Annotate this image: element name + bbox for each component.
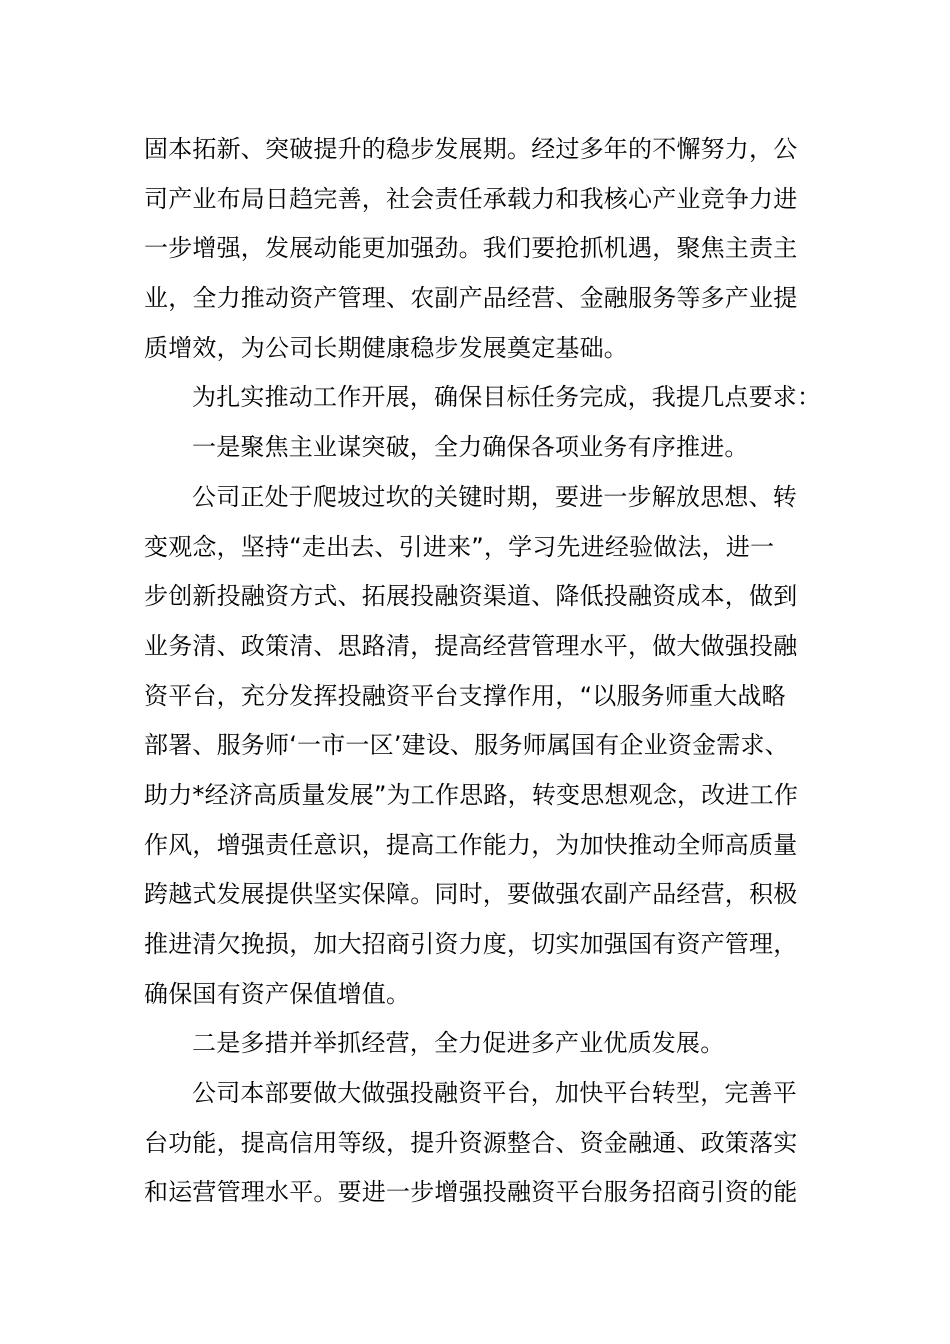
text-line: 变观念，坚持“走出去、引进来”，学习先进经验做法，进一 [144, 532, 775, 561]
text-line: 推进清欠挽损，加大招商引资力度，切实加强国有资产管理， [144, 930, 798, 958]
text-line: 公司正处于爬坡过坎的关键时期，要进一步解放思想、转 [192, 482, 797, 511]
text-line: 一是聚焦主业谋突破，全力确保各项业务有序推进。 [192, 433, 749, 462]
text-line: 台功能，提高信用等级，提升资源整合、资金融通、政策落实 [144, 1128, 798, 1157]
text-line: 为扎实推动工作开展，确保目标任务完成，我提几点要求： [192, 383, 822, 412]
text-line: 一步增强，发展动能更加强劲。我们要抢抓机遇，聚焦主责主 [144, 234, 798, 263]
text-line: 部署、服务师‘一市一区’建设、服务师属国有企业资金需求、 [144, 731, 789, 760]
text-line: 二是多措并举抓经营，全力促进多产业优质发展。 [192, 1029, 725, 1058]
text-line: 跨越式发展提供坚实保障。同时，要做强农副产品经营，积极 [144, 880, 798, 909]
text-line: 助力*经济高质量发展”为工作思路，转变思想观念，改进工作 [144, 780, 799, 809]
text-line: 资平台，充分发挥投融资平台支撑作用，“以服务师重大战略 [144, 681, 786, 710]
text-line: 司产业布局日趋完善，社会责任承载力和我核心产业竞争力进 [144, 184, 798, 213]
text-line: 固本拓新、突破提升的稳步发展期。经过多年的不懈努力，公 [144, 135, 798, 163]
text-line: 步创新投融资方式、拓展投融资渠道、降低投融资成本，做到 [144, 582, 798, 611]
text-line: 公司本部要做大做强投融资平台，加快平台转型，完善平 [192, 1079, 797, 1108]
text-line: 业务清、政策清、思路清，提高经营管理水平，做大做强投融 [144, 631, 798, 660]
text-line: 作风，增强责任意识，提高工作能力，为加快推动全师高质量 [144, 830, 798, 859]
text-line: 和运营管理水平。要进一步增强投融资平台服务招商引资的能 [144, 1178, 798, 1207]
text-line: 确保国有资产保值增值。 [144, 979, 411, 1008]
text-line: 业，全力推动资产管理、农副产品经营、金融服务等多产业提 [144, 284, 798, 313]
document-body [144, 125, 834, 1218]
text-line: 质增效，为公司长期健康稳步发展奠定基础。 [144, 333, 628, 362]
